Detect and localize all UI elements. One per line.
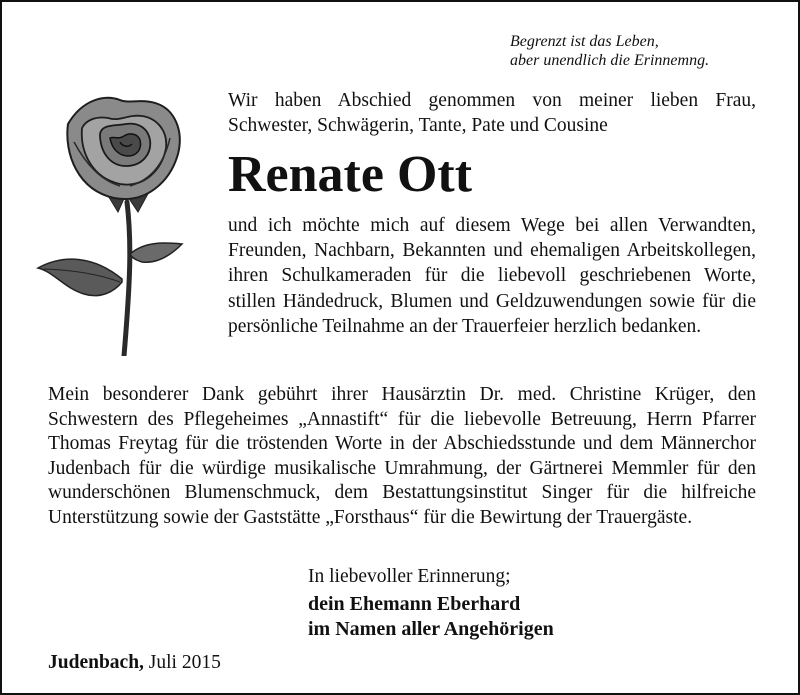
motto-line-2: aber unendlich die Erinnemng.: [510, 52, 710, 69]
deceased-name: Renate Ott: [228, 146, 473, 203]
rose-icon: [34, 94, 214, 356]
intro-text: Wir haben Abschied genommen von meiner lieben Frau, Schwester, Schwägerin, Tante, Pate und Cousine: [228, 90, 756, 136]
motto: [510, 32, 709, 70]
date: Juli 2015: [148, 652, 221, 673]
special-thanks-paragraph: Mein besonderer Dank gebührt ihrer Hausärztin Dr. med. Christine Krüger, den Schwestern des Pflegeheimes „Annastift“ für die liebevolle Betreuung, Herrn Pfarrer Thomas Freytag für die tröstenden Worte in der Abschiedsstunde und dem Männerchor Judenbach für die würdige musikalische Umrahmung, der Gärtnerei Memmler für den wunderschönen Blumenschmuck, dem Bestattungsinstitut Singer für die hilfreiche Unterstützung sowie der Gaststätte „Forsthaus“ für die Bewirtung der Trauergäste.: [48, 384, 756, 528]
signature-line-1: dein Ehemann Eberhard: [308, 593, 521, 615]
place: Judenbach,: [48, 652, 144, 673]
signature-intro: In liebevoller Erinnerung;: [308, 566, 511, 587]
motto-line-1: Begrenzt ist das Leben,: [510, 33, 659, 50]
thanks-paragraph: und ich möchte mich auf diesem Wege bei allen Verwandten, Freunden, Nachbarn, Bekannten und ehemaligen Arbeitskollegen, ihren Schulkameraden für die liebevoll geschriebenen Worte, stillen Händedruck, Blumen und Geldzuwendungen sowie für die persönliche Teilnahme an der Trauerfeier herzlich bedanken.: [228, 215, 756, 337]
place-date: [48, 650, 221, 676]
signature-line-2: im Namen aller Angehörigen: [308, 618, 554, 640]
